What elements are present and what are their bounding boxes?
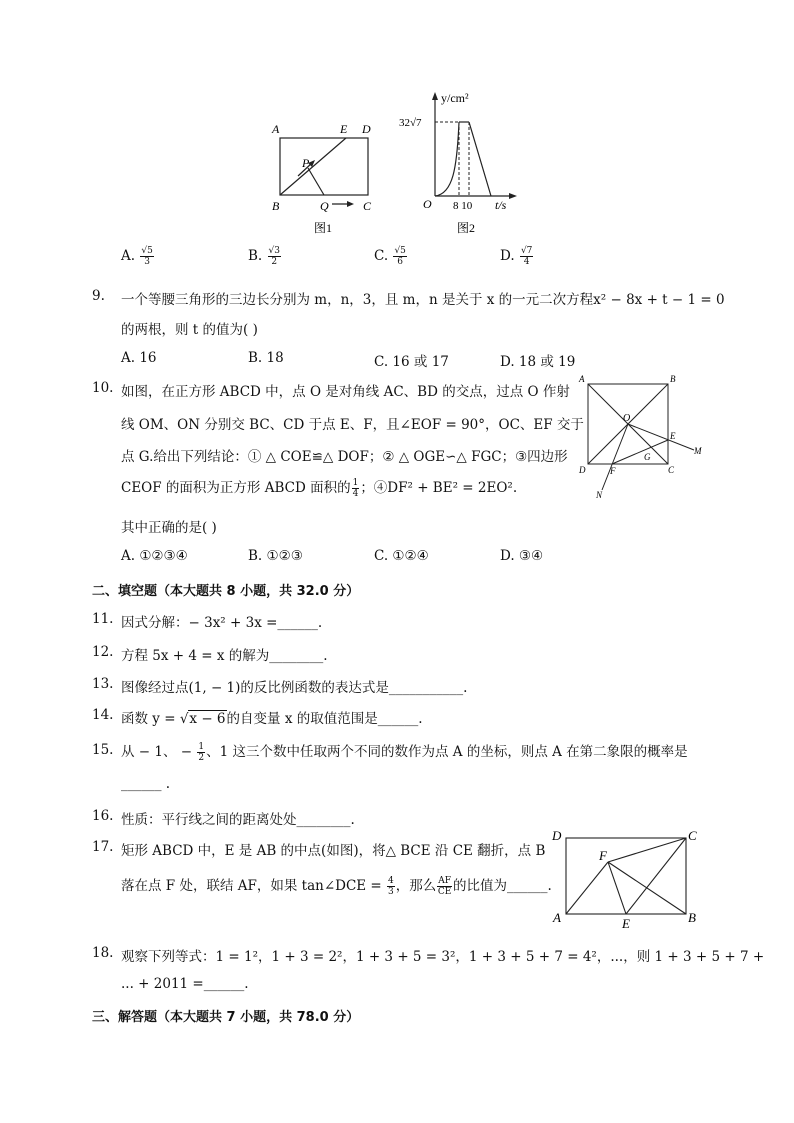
q17-number: 17.	[92, 839, 114, 855]
q17-line-1: 矩形 ABCD 中，E 是 AB 的中点(如图)，将△ BCE 沿 CE 翻折，点 B	[121, 843, 546, 859]
q18-line-1: 观察下列等式：1 = 1²，1 + 3 = 2²，1 + 3 + 5 = 3²，1 + 3 + 5 + 7 = 4²，...，则 1 + 3 + 5 + 7 +	[121, 949, 765, 965]
q18-number: 18.	[92, 945, 114, 961]
q9-line-1: 一个等腰三角形的三边长分别为 m，n，3，且 m，n 是关于 x 的一元二次方程x² − 8x + t − 1 = 0	[121, 292, 725, 308]
q8-option-c: C. $\frac{√5}{6}$	[374, 246, 406, 267]
section-2-heading: 二、填空题（本大题共 8 小题，共 32.0 分）	[92, 584, 360, 599]
fig1-label-e: E	[340, 122, 348, 136]
fig2-y-value: 32√7	[399, 117, 422, 129]
q15-number: 15.	[92, 742, 114, 758]
q11-text: 因式分解：− 3x² + 3x =______.	[121, 615, 323, 631]
q10-fraction: $\frac{1}{4}$	[352, 478, 359, 499]
q9-option-a: A. 16	[121, 350, 157, 366]
q15-fraction: $\frac{1}{2}$	[198, 742, 205, 763]
q9-line-2: 的两根，则 t 的值为( )	[121, 322, 258, 338]
q18-line-2: ... + 2011 =______.	[121, 976, 249, 992]
q13-text: 图像经过点(1, − 1)的反比例函数的表达式是___________.	[121, 680, 468, 696]
q10-fig-label-f: F	[610, 466, 616, 476]
q10-fig-label-m: M	[694, 446, 702, 456]
q12-number: 12.	[92, 644, 114, 660]
q15-line-1: 从 − 1、 − $\frac{1}{2}$ 、1 这三个数中任取两个不同的数作为点 A 的坐标，则点 A 在第二象限的概率是	[121, 742, 688, 763]
q17-fig-label-f: F	[599, 848, 607, 863]
figure-1	[268, 118, 388, 240]
q8-option-d: D. $\frac{√7}{4}$	[500, 246, 533, 267]
q14-text: 函数 y = √x − 6的自变量 x 的取值范围是______.	[121, 711, 423, 727]
q10-option-c: C. ①②④	[374, 548, 429, 564]
q17-figure	[550, 824, 702, 932]
q10-line-3: 点 G.给出下列结论：① △ COE≌△ DOF；② △ OGE∽△ FGC；③四边形	[121, 449, 568, 465]
fig1-label-b: B	[272, 199, 280, 213]
q10-fig-label-g: G	[644, 452, 651, 462]
q17-line-2: 落在点 F 处，联结 AF，如果 tan∠DCE = $\frac{4}{3}$ ，那么 $\frac{AF}{CE}$ 的比值为______.	[121, 876, 552, 897]
q8-option-b: B. $\frac{√3}{2}$	[248, 246, 280, 267]
q10-fig-label-a: A	[579, 374, 585, 384]
q10-fig-label-d: D	[579, 465, 586, 475]
section-3-heading: 三、解答题（本大题共 7 小题，共 78.0 分）	[92, 1010, 360, 1025]
q17-tan-fraction: $\frac{4}{3}$	[388, 876, 394, 897]
q10-line-1: 如图，在正方形 ABCD 中，点 O 是对角线 AC、BD 的交点，过点 O 作射	[121, 384, 570, 400]
q11-number: 11.	[92, 611, 114, 627]
q14-number: 14.	[92, 707, 114, 723]
q16-number: 16.	[92, 808, 114, 824]
q10-option-b: B. ①②③	[248, 548, 303, 564]
q17-fig-label-e: E	[622, 916, 630, 931]
q8-option-c-fraction: $\frac{√5}{6}$	[394, 246, 406, 267]
q10-figure	[576, 372, 710, 500]
q17-fig-label-c: C	[688, 828, 697, 843]
q10-fig-label-c: C	[668, 465, 675, 475]
q9-option-b: B. 18	[248, 350, 284, 366]
q10-fig-label-b: B	[670, 374, 676, 384]
q10-line-4: CEOF 的面积为正方形 ABCD 面积的 $\frac{1}{4}$ ；④DF² + BE² = 2EO².	[121, 478, 518, 499]
fig1-label-a: A	[272, 122, 280, 136]
fig2-y-label: y/cm²	[441, 91, 469, 105]
q10-line-5: 其中正确的是( )	[121, 520, 217, 536]
fig1-label-c: C	[363, 199, 372, 213]
q10-fig-label-o: O	[623, 413, 631, 424]
q9-option-c: C. 16 或 17	[374, 354, 449, 370]
q15-line-2: ______ .	[121, 776, 171, 792]
q10-option-a: A. ①②③④	[121, 548, 188, 564]
fig2-x-ticks: 8 10	[453, 200, 473, 212]
q9-number: 9.	[92, 288, 105, 304]
q17-fig-label-a: A	[553, 910, 561, 925]
q14-radicand: x − 6	[189, 711, 226, 727]
q10-number: 10.	[92, 380, 114, 396]
q8-option-b-fraction: $\frac{√3}{2}$	[268, 246, 280, 267]
q10-line-2: 线 OM、ON 分别交 BC、CD 于点 E、F，且∠EOF = 90°，OC、EF 交于	[121, 417, 584, 433]
q17-fig-label-b: B	[688, 910, 696, 925]
fig2-caption: 图2	[457, 221, 476, 235]
q10-option-d: D. ③④	[500, 548, 544, 564]
figure-2	[395, 88, 525, 240]
q10-fig-label-e: E	[670, 431, 676, 441]
fig2-x-label: t/s	[495, 198, 507, 212]
q16-text: 性质：平行线之间的距离处处________.	[121, 812, 355, 828]
fig1-caption: 图1	[314, 221, 333, 235]
q8-option-d-fraction: $\frac{√7}{4}$	[520, 246, 533, 267]
q8-option-a: A. $\frac{√5}{3}$	[121, 246, 153, 267]
q12-text: 方程 5x + 4 = x 的解为________.	[121, 648, 328, 664]
fig1-label-d: D	[362, 122, 371, 136]
q8-option-a-fraction: $\frac{√5}{3}$	[141, 246, 153, 267]
fig1-label-q: Q	[320, 199, 329, 213]
fig2-origin: O	[423, 197, 432, 211]
q17-ratio-fraction: $\frac{AF}{CE}$	[437, 876, 452, 897]
q10-fig-label-n: N	[596, 490, 603, 500]
q9-option-d: D. 18 或 19	[500, 354, 576, 370]
q17-fig-label-d: D	[552, 828, 562, 843]
q13-number: 13.	[92, 676, 114, 692]
fig1-label-p: P	[302, 156, 310, 170]
